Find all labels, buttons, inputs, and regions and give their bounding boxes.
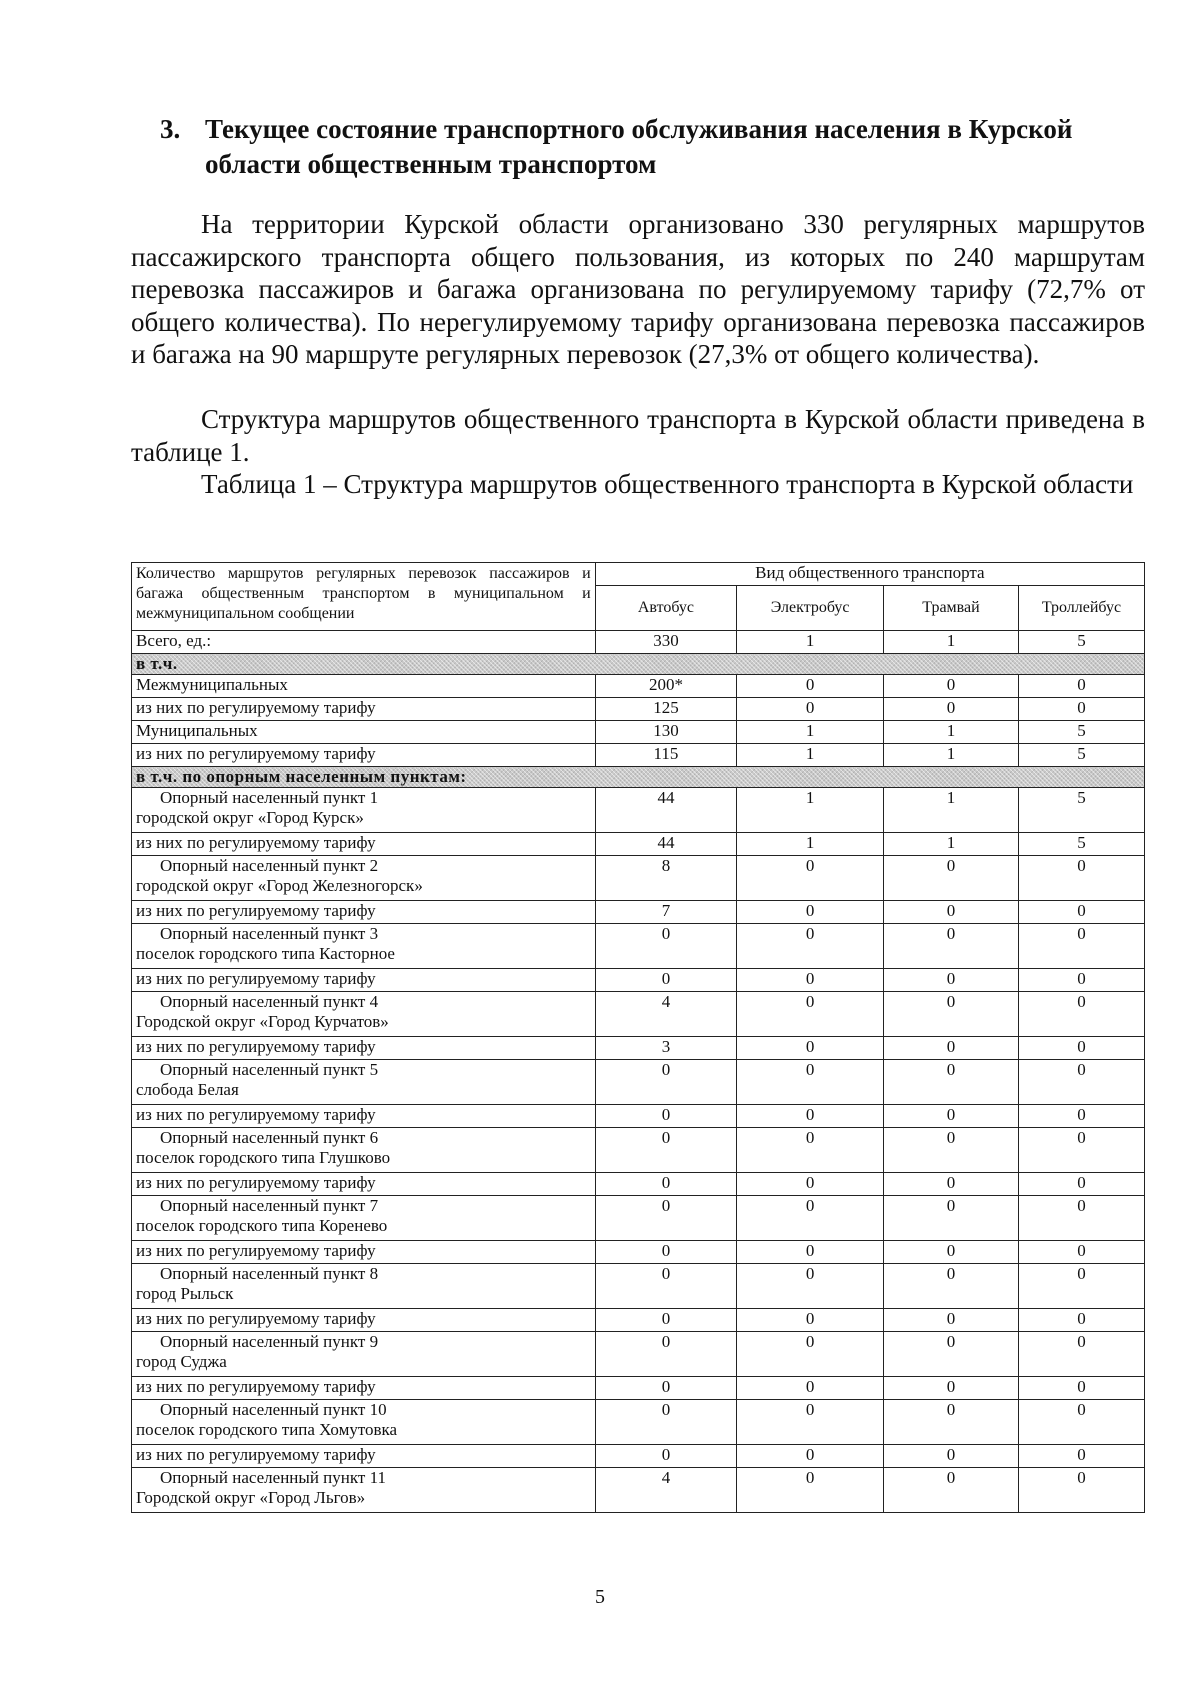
cell-value: 200* [595, 675, 736, 698]
cell-value: 0 [884, 1241, 1019, 1264]
row-label [132, 856, 596, 901]
cell-value: 0 [737, 1332, 884, 1377]
row-label: из них по регулируемому тарифу [132, 901, 596, 924]
table-row [132, 1105, 1145, 1128]
cell-value: 0 [737, 856, 884, 901]
settlement-name: поселок городского типа Хомутовка [136, 1420, 398, 1439]
row-label: из них по регулируемому тарифу [132, 1037, 596, 1060]
cell-value: 0 [737, 1468, 884, 1513]
row-label: из них по регулируемому тарифу [132, 1445, 596, 1468]
table-caption-block [131, 468, 1145, 501]
cell-value: 0 [737, 901, 884, 924]
table-row [132, 856, 1145, 901]
cell-value: 0 [737, 698, 884, 721]
cell-value: 0 [884, 1377, 1019, 1400]
cell-value: 0 [884, 992, 1019, 1037]
row-label [132, 1332, 596, 1377]
table-row [132, 1173, 1145, 1196]
table-row [132, 1037, 1145, 1060]
intro-paragraph-block [131, 208, 1145, 371]
table-row [132, 1332, 1145, 1377]
cell-value: 0 [737, 1173, 884, 1196]
cell-value: 0 [737, 1264, 884, 1309]
settlement-number: Опорный населенный пункт 7 [160, 1196, 379, 1215]
table-row [132, 901, 1145, 924]
row-label [132, 1196, 596, 1241]
table-row [132, 1309, 1145, 1332]
cell-value: 0 [884, 1037, 1019, 1060]
table-reference-paragraph-block [131, 403, 1145, 468]
table-row [132, 833, 1145, 856]
cell-value: 0 [595, 1309, 736, 1332]
settlement-number: Опорный населенный пункт 1 [160, 788, 379, 807]
cell-value: 0 [1018, 1128, 1144, 1173]
row-label [132, 788, 596, 833]
row-label [132, 924, 596, 969]
settlement-number: Опорный населенный пункт 4 [160, 992, 379, 1011]
cell-value: 0 [737, 924, 884, 969]
cell-value: 0 [595, 1445, 736, 1468]
table-row [132, 1400, 1145, 1445]
cell-value: 0 [737, 1128, 884, 1173]
settlement-name: поселок городского типа Касторное [136, 944, 395, 963]
table-row [132, 767, 1145, 788]
cell-value: 0 [1018, 1445, 1144, 1468]
settlement-name: город Рыльск [136, 1284, 234, 1303]
row-label: из них по регулируемому тарифу [132, 1105, 596, 1128]
settlement-number: Опорный населенный пункт 5 [160, 1060, 379, 1079]
table-row [132, 654, 1145, 675]
cell-value: 0 [1018, 1264, 1144, 1309]
cell-value: 0 [737, 1060, 884, 1105]
cell-value: 0 [595, 969, 736, 992]
cell-value: 0 [1018, 1332, 1144, 1377]
cell-value: 0 [884, 1105, 1019, 1128]
cell-value: 0 [595, 1332, 736, 1377]
cell-value: 0 [1018, 1173, 1144, 1196]
cell-value: 0 [595, 1173, 736, 1196]
cell-value: 0 [1018, 1468, 1144, 1513]
cell-value: 0 [737, 1105, 884, 1128]
cell-value: 0 [595, 1264, 736, 1309]
cell-value: 0 [1018, 969, 1144, 992]
cell-value: 0 [737, 1309, 884, 1332]
section-number: 3. [160, 114, 181, 144]
table-row [132, 698, 1145, 721]
row-label: из них по регулируемому тарифу [132, 698, 596, 721]
cell-value: 0 [884, 1309, 1019, 1332]
table-row [132, 631, 1145, 654]
section-subheader: в т.ч. [132, 654, 1145, 675]
row-label: Межмуниципальных [132, 675, 596, 698]
cell-value: 1 [737, 721, 884, 744]
row-label [132, 1128, 596, 1173]
row-label [132, 992, 596, 1037]
header-transport-type: Вид общественного транспорта [595, 563, 1144, 586]
cell-value: 0 [737, 992, 884, 1037]
cell-value: 7 [595, 901, 736, 924]
section-subheader: в т.ч. по опорным населенным пунктам: [132, 767, 1145, 788]
row-label: из них по регулируемому тарифу [132, 1173, 596, 1196]
cell-value: 5 [1018, 631, 1144, 654]
cell-value: 0 [737, 969, 884, 992]
cell-value: 0 [884, 1332, 1019, 1377]
row-label: Муниципальных [132, 721, 596, 744]
table-row [132, 992, 1145, 1037]
cell-value: 0 [1018, 1309, 1144, 1332]
cell-value: 1 [884, 721, 1019, 744]
cell-value: 0 [595, 1400, 736, 1445]
cell-value: 0 [1018, 1060, 1144, 1105]
cell-value: 0 [884, 1400, 1019, 1445]
intro-paragraph: На территории Курской области организовано 330 регулярных маршрутов пассажирского транспорта общего пользования, из которых по 240 маршрутам перевозка пассажиров и багажа организована по регулируемому тарифу (72,7% от общего количества). По нерегулируемому тарифу организована перевозка пассажиров и багажа на 90 маршруте регулярных перевозок (27,3% от общего количества). [131, 209, 1145, 369]
cell-value: 0 [595, 1241, 736, 1264]
cell-value: 1 [737, 788, 884, 833]
settlement-number: Опорный населенный пункт 9 [160, 1332, 379, 1351]
cell-value: 1 [737, 631, 884, 654]
cell-value: 0 [884, 856, 1019, 901]
cell-value: 8 [595, 856, 736, 901]
cell-value: 0 [884, 1128, 1019, 1173]
settlement-name: город Суджа [136, 1352, 227, 1371]
cell-value: 0 [1018, 924, 1144, 969]
settlement-name: Городской округ «Город Курчатов» [136, 1012, 389, 1031]
cell-value: 0 [595, 924, 736, 969]
cell-value: 0 [595, 1377, 736, 1400]
header-route-count: Количество маршрутов регулярных перевозок пассажиров и багажа общественным транспортом в муниципальном и межмуниципальном сообщении [132, 563, 596, 631]
cell-value: 44 [595, 788, 736, 833]
cell-value: 0 [1018, 1400, 1144, 1445]
cell-value: 0 [737, 1037, 884, 1060]
cell-value: 0 [1018, 1241, 1144, 1264]
table-row [132, 969, 1145, 992]
settlement-number: Опорный населенный пункт 10 [160, 1400, 387, 1419]
settlement-name: слобода Белая [136, 1080, 239, 1099]
row-label: из них по регулируемому тарифу [132, 833, 596, 856]
cell-value: 0 [1018, 675, 1144, 698]
settlement-name: Городской округ «Город Льгов» [136, 1488, 366, 1507]
cell-value: 0 [884, 969, 1019, 992]
settlement-number: Опорный населенный пункт 11 [160, 1468, 386, 1487]
cell-value: 130 [595, 721, 736, 744]
row-label: из них по регулируемому тарифу [132, 969, 596, 992]
cell-value: 1 [737, 744, 884, 767]
table-row [132, 1264, 1145, 1309]
table-row [132, 1445, 1145, 1468]
row-label: из них по регулируемому тарифу [132, 1241, 596, 1264]
cell-value: 0 [595, 1060, 736, 1105]
cell-value: 0 [737, 1445, 884, 1468]
cell-value: 0 [737, 1400, 884, 1445]
cell-value: 0 [1018, 698, 1144, 721]
cell-value: 1 [884, 744, 1019, 767]
cell-value: 0 [737, 675, 884, 698]
cell-value: 115 [595, 744, 736, 767]
routes-table [131, 562, 1145, 1513]
settlement-name: городской округ «Город Курск» [136, 808, 364, 827]
settlement-number: Опорный населенный пункт 6 [160, 1128, 379, 1147]
cell-value: 0 [737, 1377, 884, 1400]
row-label [132, 1060, 596, 1105]
cell-value: 330 [595, 631, 736, 654]
routes-table-body [132, 631, 1145, 1513]
cell-value: 0 [1018, 1037, 1144, 1060]
settlement-name: городской округ «Город Железногорск» [136, 876, 423, 895]
header-tram: Трамвай [884, 586, 1019, 631]
cell-value: 0 [884, 1445, 1019, 1468]
cell-value: 1 [737, 833, 884, 856]
row-label [132, 1264, 596, 1309]
settlement-number: Опорный населенный пункт 8 [160, 1264, 379, 1283]
table-row [132, 744, 1145, 767]
table-row [132, 675, 1145, 698]
table-row [132, 721, 1145, 744]
cell-value: 5 [1018, 833, 1144, 856]
cell-value: 44 [595, 833, 736, 856]
table-row [132, 1060, 1145, 1105]
row-label: Всего, ед.: [132, 631, 596, 654]
cell-value: 0 [737, 1196, 884, 1241]
cell-value: 1 [884, 833, 1019, 856]
table-row [132, 1377, 1145, 1400]
cell-value: 125 [595, 698, 736, 721]
cell-value: 0 [884, 1060, 1019, 1105]
cell-value: 5 [1018, 788, 1144, 833]
section-title: Текущее состояние транспортного обслуживания населения в Курской области общественным транспортом [205, 114, 1073, 179]
cell-value: 0 [1018, 1105, 1144, 1128]
cell-value: 0 [884, 1196, 1019, 1241]
table-row [132, 1128, 1145, 1173]
table-row [132, 788, 1145, 833]
table-caption: Таблица 1 – Структура маршрутов общественного транспорта в Курской области [201, 469, 1134, 499]
cell-value: 5 [1018, 744, 1144, 767]
row-label [132, 1468, 596, 1513]
table-row [132, 924, 1145, 969]
cell-value: 0 [1018, 901, 1144, 924]
row-label: из них по регулируемому тарифу [132, 744, 596, 767]
section-heading [160, 112, 1120, 182]
row-label: из них по регулируемому тарифу [132, 1377, 596, 1400]
cell-value: 0 [884, 675, 1019, 698]
header-trolleybus: Троллейбус [1018, 586, 1144, 631]
page-number: 5 [595, 1586, 605, 1608]
header-bus: Автобус [595, 586, 736, 631]
row-label: из них по регулируемому тарифу [132, 1309, 596, 1332]
header-electrobus: Электробус [737, 586, 884, 631]
cell-value: 0 [737, 1241, 884, 1264]
table-row [132, 1196, 1145, 1241]
cell-value: 0 [884, 924, 1019, 969]
settlement-name: поселок городского типа Коренево [136, 1216, 388, 1235]
cell-value: 0 [1018, 1196, 1144, 1241]
cell-value: 5 [1018, 721, 1144, 744]
cell-value: 3 [595, 1037, 736, 1060]
settlement-number: Опорный населенный пункт 2 [160, 856, 379, 875]
table-reference-paragraph: Структура маршрутов общественного транспорта в Курской области приведена в таблице 1. [131, 404, 1145, 467]
row-label [132, 1400, 596, 1445]
cell-value: 0 [1018, 1377, 1144, 1400]
cell-value: 0 [595, 1105, 736, 1128]
cell-value: 4 [595, 1468, 736, 1513]
routes-table-header [132, 563, 1145, 631]
cell-value: 0 [595, 1128, 736, 1173]
table-row [132, 1468, 1145, 1513]
cell-value: 0 [884, 1468, 1019, 1513]
cell-value: 0 [1018, 856, 1144, 901]
settlement-number: Опорный населенный пункт 3 [160, 924, 379, 943]
cell-value: 4 [595, 992, 736, 1037]
cell-value: 0 [1018, 992, 1144, 1037]
cell-value: 0 [884, 1264, 1019, 1309]
cell-value: 1 [884, 788, 1019, 833]
cell-value: 0 [884, 1173, 1019, 1196]
cell-value: 0 [884, 901, 1019, 924]
cell-value: 0 [884, 698, 1019, 721]
cell-value: 0 [595, 1196, 736, 1241]
cell-value: 1 [884, 631, 1019, 654]
table-row [132, 1241, 1145, 1264]
settlement-name: поселок городского типа Глушково [136, 1148, 391, 1167]
